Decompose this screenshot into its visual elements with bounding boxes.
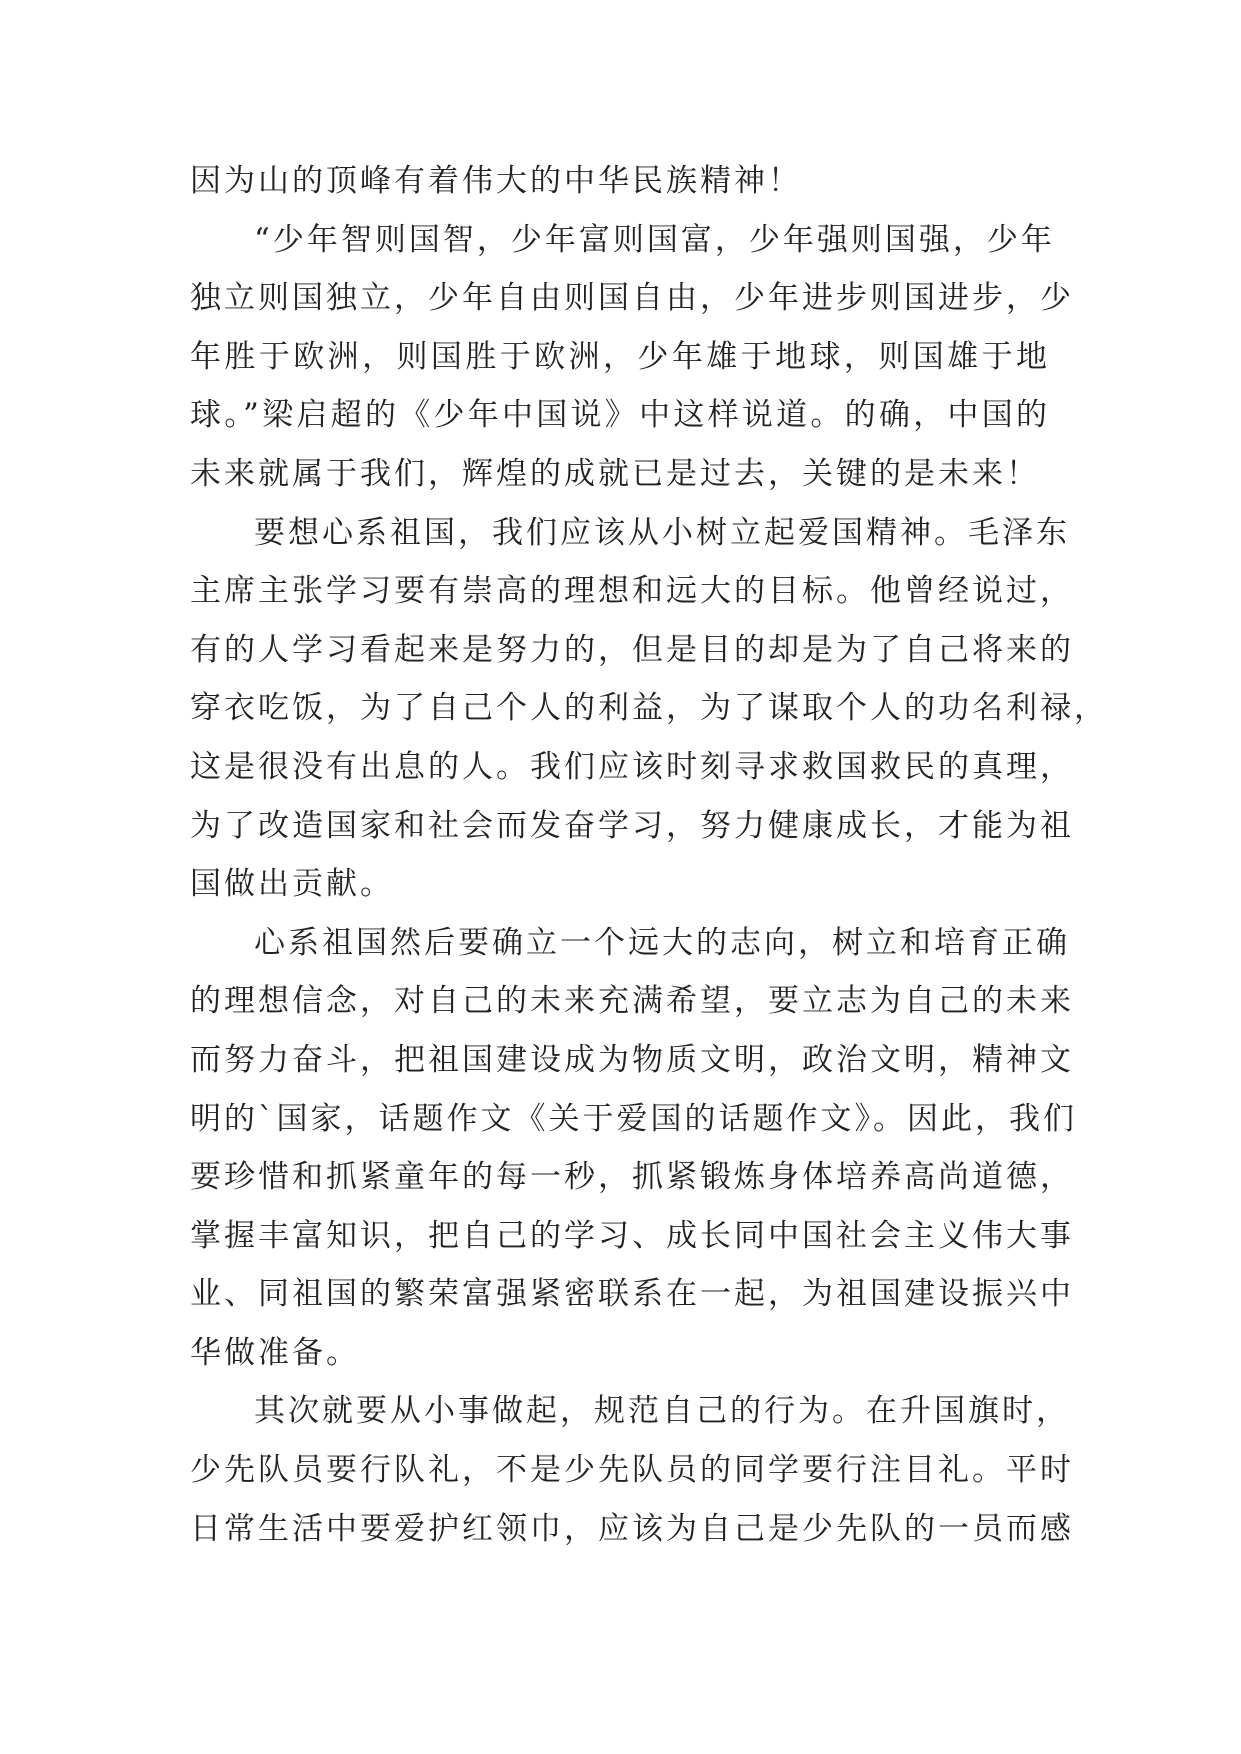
body-text xyxy=(190,152,1108,1558)
text-line: 掌握丰富知识，把自己的学习、成长同中国社会主义伟大事 xyxy=(190,1217,1074,1254)
text-line: 业、同祖国的繁荣富强紧密联系在一起，为祖国建设振兴中 xyxy=(190,1276,1074,1313)
text-line: 未来就属于我们，辉煌的成就已是过去，关键的是未来！ xyxy=(190,455,1040,492)
text-line: 国做出贡献。 xyxy=(190,866,394,903)
text-line: 主席主张学习要有崇高的理想和远大的目标。他曾经说过， xyxy=(190,573,1074,610)
text-line: 穿衣吃饭，为了自己个人的利益，为了谋取个人的功名利禄， xyxy=(190,690,1108,727)
text-line: 年胜于欧洲，则国胜于欧洲，少年雄于地球，则国雄于地 xyxy=(190,338,1050,375)
text-line: 华做准备。 xyxy=(190,1334,360,1371)
text-line: 心系祖国然后要确立一个远大的志向，树立和培育正确 xyxy=(254,924,1070,961)
text-line: 其次就要从小事做起，规范自己的行为。在升国旗时， xyxy=(254,1393,1070,1430)
text-line: 因为山的顶峰有着伟大的中华民族精神！ xyxy=(190,163,802,199)
text-line: 明的`国家，话题作文《关于爱国的话题作文》。因此，我们 xyxy=(190,1100,1077,1137)
text-line: 而努力奋斗，把祖国建设成为物质文明，政治文明，精神文 xyxy=(190,1041,1074,1078)
text-line: “少年智则国智，少年富则国富，少年强则国强，少年 xyxy=(254,221,1055,258)
text-line: 有的人学习看起来是努力的，但是目的却是为了自己将来的 xyxy=(190,631,1074,668)
text-line: 球。”梁启超的《少年中国说》中这样说道。的确，中国的 xyxy=(190,397,1050,434)
text-line: 独立则国独立，少年自由则国自由，少年进步则国进步，少 xyxy=(190,280,1074,317)
text-line: 为了改造国家和社会而发奋学习，努力健康成长，才能为祖 xyxy=(190,807,1074,844)
text-line: 要珍惜和抓紧童年的每一秒，抓紧锻炼身体培养高尚道德， xyxy=(190,1159,1074,1196)
text-line: 少先队员要行队礼，不是少先队员的同学要行注目礼。平时 xyxy=(190,1452,1074,1489)
text-line: 要想心系祖国，我们应该从小树立起爱国精神。毛泽东 xyxy=(254,514,1070,551)
text-line: 日常生活中要爱护红领巾，应该为自己是少先队的一员而感 xyxy=(190,1510,1074,1547)
text-line: 的理想信念，对自己的未来充满希望，要立志为自己的未来 xyxy=(190,983,1074,1020)
text-line: 这是很没有出息的人。我们应该时刻寻求救国救民的真理， xyxy=(190,748,1074,785)
